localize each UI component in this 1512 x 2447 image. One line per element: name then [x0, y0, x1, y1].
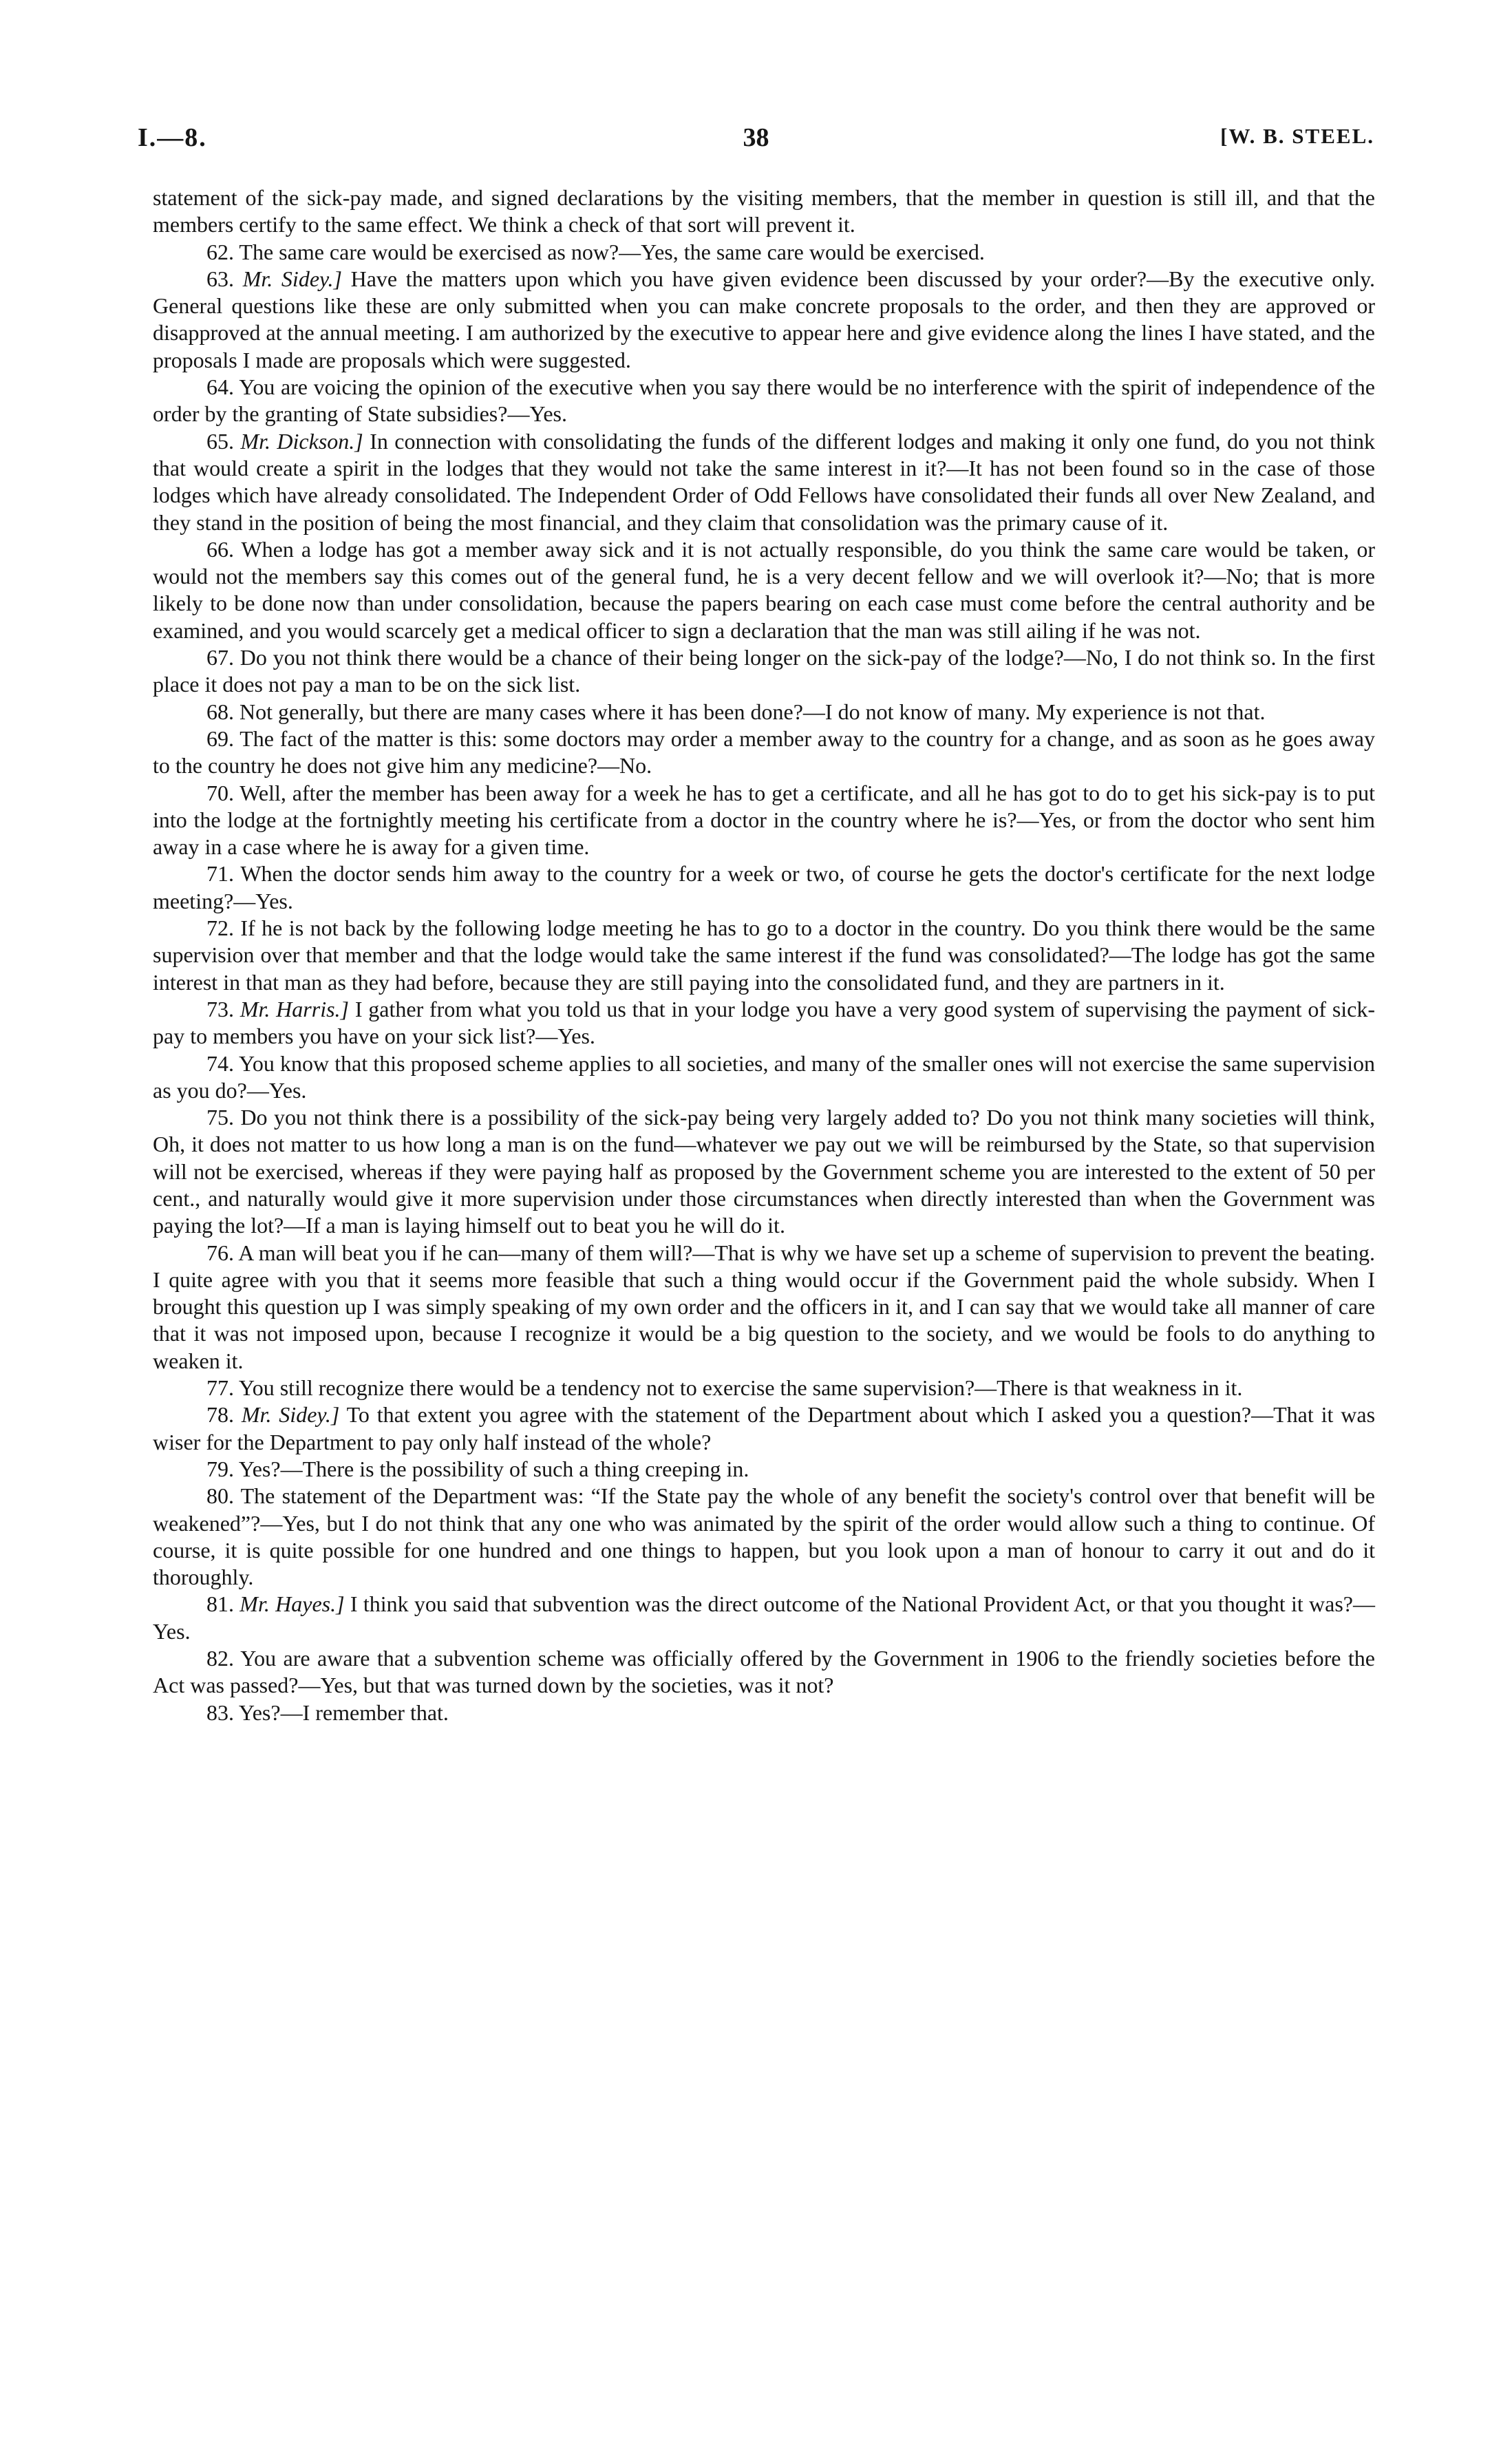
paragraph: 79. Yes?—There is the possibility of such a thing creeping in.: [206, 1456, 749, 1481]
paragraph: 64. You are voicing the opinion of the executive when you say there would be no interference with the spirit of independence of the order by the granting of State subsidies?—Yes.: [153, 374, 1375, 427]
speaker-name: Mr. Sidey.]: [241, 1402, 340, 1428]
paragraph: 67. Do you not think there would be a chance of their being longer on the sick-pay of the lodge?—No, I do not think so. In the first place it does not pay a man to be on the sick list.: [153, 645, 1375, 697]
paragraph: 70. Well, after the member has been away for a week he has to get a certificate, and all he has got to do to get his sick-pay is to put into the lodge at the fortnightly meeting his certificate from a doctor in the country where he is?—Yes, or from the doctor who sent him away in a case where he is away for a given time.: [153, 780, 1375, 860]
paragraph: 65. Mr. Dickson.] In connection with consolidating the funds of the different lodges and making it only one fund, do you not think that would create a spirit in the lodges that they would not take the same interest in it?—It has not been found so in the case of those lodges which have already consolidated. The Independent Order of Odd Fellows have consolidated their funds all over New Zealand, and they stand in the position of being the most financial, and they claim that consolidation was the primary cause of it.: [153, 428, 1376, 535]
paper-reference: I.—8.: [138, 123, 207, 152]
speaker-name: Mr. Harris.]: [239, 996, 349, 1021]
page-number: 38: [743, 123, 769, 152]
paragraph: 66. When a lodge has got a member away sick and it is not actually responsible, do you think the same care would be taken, or would not the members say this comes out of the general fund, he is a very decent fellow and we will overlook it?—No; that is more likely to be done now than under consolidation, because the papers bearing on each case must come before the central authority and be examined, and you would scarcely get a medical officer to sign a declaration that the man was still ailing if he was not.: [153, 536, 1375, 643]
paragraph: 81. Mr. Hayes.] I think you said that subvention was the direct outcome of the National Provident Act, or that you thought it was?—Yes.: [153, 1591, 1376, 1644]
paragraph: 63. Mr. Sidey.] Have the matters upon which you have given evidence been discussed by your order?—By the executive only. General questions like these are only submitted when you can make concrete proposals to the order, and then they are approved or disapproved at the annual meeting. I am authorized by the executive to appear here and give evidence along the lines I have stated, and the proposals I made are proposals which were suggested.: [153, 266, 1376, 372]
paragraph: 75. Do you not think there is a possibility of the sick-pay being very largely added to? Do you not think many societies will think, Oh, it does not matter to us how long a man is on the fund—whatever we pay out we will be reimbursed by the State, so that supervision will not be exercised, whereas if they were paying half as proposed by the Government scheme you are interested to the extent of 50 per cent., and naturally would give it more supervision under those circumstances when directly interested than when the Government was paying the lot?—If a man is laying himself out to beat you he will do it.: [153, 1105, 1375, 1238]
page-header: [138, 123, 1374, 164]
paragraph: 82. You are aware that a subvention scheme was officially offered by the Government in 1906 to the friendly societies before the Act was passed?—Yes, but that was turned down by the societies, was it not?: [153, 1646, 1375, 1698]
paragraph: 62. The same care would be exercised as now?—Yes, the same care would be exercised.: [206, 239, 985, 264]
paragraph: 72. If he is not back by the following lodge meeting he has to go to a doctor in the country. Do you think there would be the same supervision over that member and that the lodge would take the same interest if the fund was consolidated?—The lodge has got the same interest in that man as they had before, because they are still paying into the consolidated fund, and they are partners in it.: [153, 915, 1375, 995]
page-body: [153, 184, 1375, 1726]
paragraph: 71. When the doctor sends him away to the country for a week or two, of course he gets the doctor's certificate for the next lodge meeting?—Yes.: [153, 861, 1375, 913]
speaker-name: Mr. Dickson.]: [240, 428, 363, 454]
paragraph: 68. Not generally, but there are many cases where it has been done?—I do not know of many. My experience is not that.: [206, 699, 1266, 724]
paragraph: 74. You know that this proposed scheme applies to all societies, and many of the smaller ones will not exercise the same supervision as you do?—Yes.: [153, 1050, 1375, 1103]
paragraph: 76. A man will beat you if he can—many of them will?—That is why we have set up a scheme of supervision to prevent the beating. I quite agree with you that it seems more feasible that such a thing would occur if the Government paid the whole subsidy. When I brought this question up I was simply speaking of my own order and the officers in it, and I can say that we would take all manner of care that it was not imposed upon, because I recognize it would be a big question to the society, and we would be fools to do anything to weaken it.: [153, 1240, 1375, 1373]
paragraph: 77. You still recognize there would be a tendency not to exercise the same supervision?—There is that weakness in it.: [206, 1375, 1243, 1401]
speaker-name: Mr. Sidey.]: [242, 266, 342, 291]
paragraph-continuation: statement of the sick-pay made, and signed declarations by the visiting members, that the member in question is still ill, and that the members certify to the same effect. We think a check of that sort will prevent it.: [153, 185, 1375, 237]
paragraph: 80. The statement of the Department was: “If the State pay the whole of any benefit the society's control over that benefit will be weakened”?—Yes, but I do not think that any one who was animated by the spirit of the order would allow such a thing to continue. Of course, it is quite possible for one hundred and one things to happen, but you look upon a man of honour to carry it out and do it thoroughly.: [153, 1483, 1375, 1590]
paragraph: 83. Yes?—I remember that.: [206, 1699, 449, 1725]
witness-name: [W. B. STEEL.: [1220, 124, 1374, 148]
paragraph: 78. Mr. Sidey.] To that extent you agree with the statement of the Department about which I asked you a question?—That it was wiser for the Department to pay only half instead of the whole?: [153, 1402, 1376, 1454]
speaker-name: Mr. Hayes.]: [239, 1591, 345, 1617]
paragraph: 69. The fact of the matter is this: some doctors may order a member away to the country for a change, and as soon as he goes away to the country he does not give him any medicine?—No.: [153, 725, 1375, 778]
paragraph: 73. Mr. Harris.] I gather from what you told us that in your lodge you have a very good system of supervising the payment of sick-pay to members you have on your sick list?—Yes.: [153, 996, 1376, 1049]
